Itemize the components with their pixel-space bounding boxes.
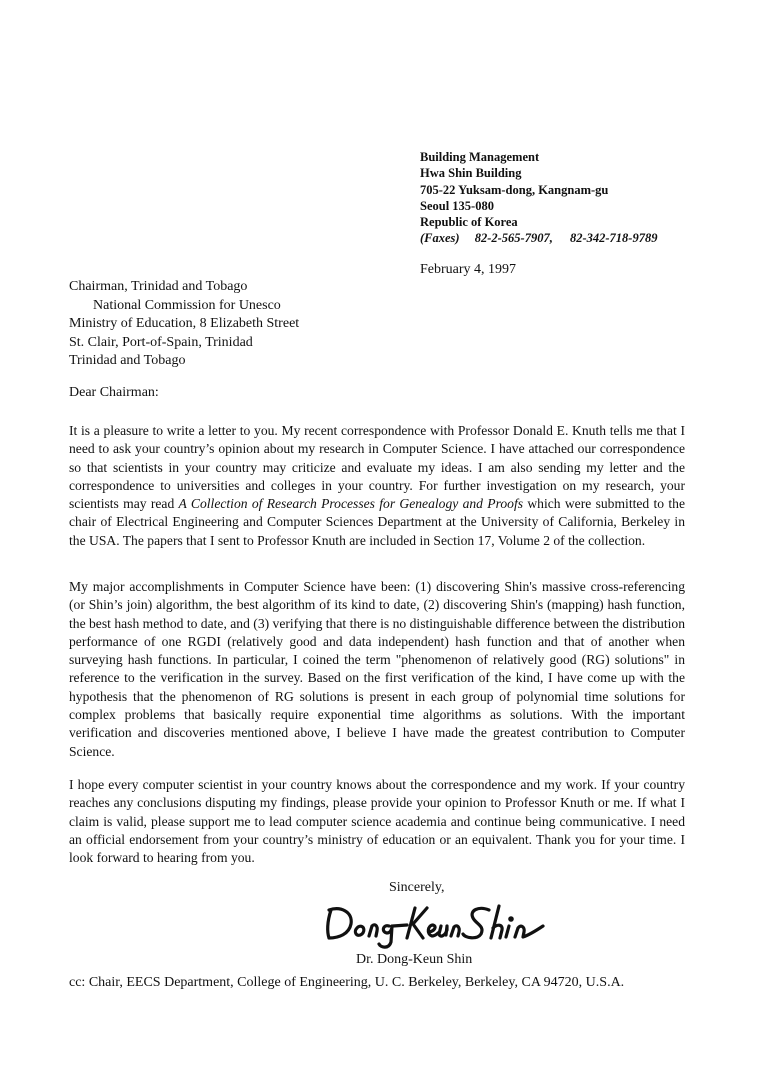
sender-line-3: 705-22 Yuksam-dong, Kangnam-gu — [420, 182, 609, 197]
sender-line-2: Hwa Shin Building — [420, 166, 522, 181]
fax-label: (Faxes) — [420, 231, 460, 246]
closing: Sincerely, — [389, 880, 445, 895]
recipient-line-3: Ministry of Education, 8 Elizabeth Street — [69, 316, 300, 331]
paragraph-1-text-a: It is a pleasure to write a letter to you. My recent correspondence with Professor Donald E. Knuth tells me that I need to ask your country’s opinion about my research in Computer Science. I have attached our correspondence so that scientists in your country may criticize and evaluate my ideas. I am also sending my letter and the correspondence to universities and colleges in your country. For further investigation on my research, your scientists may read — [69, 423, 685, 512]
letter-date: February 4, 1997 — [420, 262, 517, 277]
body-paragraph-1 — [69, 422, 685, 550]
recipient-line-1: Chairman, Trinidad and Tobago — [69, 279, 248, 294]
salutation: Dear Chairman: — [69, 385, 159, 400]
body-paragraph-3: I hope every computer scientist in your country knows about the correspondence and my work. If your country reaches any conclusions disputing my findings, please provide your opinion to Professor Knuth or me. If what I claim is valid, please support me to lead computer science academia and continue being communicative. I need an official endorsement from your country’s ministry of education or an equivalent. Thank you for your time. I look forward to hearing from you. — [69, 777, 685, 866]
handwritten-signature — [323, 898, 553, 950]
sender-faxes — [420, 230, 657, 246]
paragraph-1-text-b: which were submitted to the chair of Electrical Engineering and Computer Sciences Department at the University of California, Berkeley in the USA. The papers that I sent to Professor Knuth are included in Section 17, Volume 2 of the collection. — [69, 496, 685, 548]
body-paragraph-2: My major accomplishments in Computer Science have been: (1) discovering Shin's massive cross-referencing (or Shin’s join) algorithm, the best algorithm of its kind to date, (2) discovering Shin's (mapping) hash function, the best hash method to date, and (3) verifying that there is no distinguishable difference between the distribution performance of one RGDI (relatively good and data independent) hash function and that of another when surveying hash functions. In particular, I coined the term "phenomenon of relatively good (RG) solutions" in reference to the verification in the survey. Based on the first verification of the kind, I have come up with the hypothesis that the phenomenon of RG solutions is present in each group of polynomial time solutions for complex problems that basically require exponential time algorithms as solutions. With the important verification and discoveries mentioned above, I believe I have made the greatest contribution to Computer Science. — [69, 579, 685, 759]
sender-line-5: Republic of Korea — [420, 215, 518, 230]
fax-number-1: 82-2-565-7907, — [474, 231, 553, 246]
recipient-line-4: St. Clair, Port-of-Spain, Trinidad — [69, 334, 253, 350]
fax-number-2: 82-342-718-9789 — [569, 231, 658, 246]
recipient-line-2: National Commission for Unesco — [93, 297, 281, 313]
sender-line-1: Building Management — [420, 150, 540, 164]
sender-line-4: Seoul 135-080 — [420, 198, 494, 213]
signer-name: Dr. Dong-Keun Shin — [356, 952, 473, 967]
recipient-line-5: Trinidad and Tobago — [69, 353, 186, 368]
recipient-address — [69, 278, 299, 371]
collection-title: A Collection of Research Processes for Genealogy and Proofs — [178, 496, 524, 512]
cc-line: cc: Chair, EECS Department, College of Engineering, U. C. Berkeley, Berkeley, CA 94720, U.S.A. — [69, 975, 625, 990]
sender-address — [420, 149, 657, 247]
